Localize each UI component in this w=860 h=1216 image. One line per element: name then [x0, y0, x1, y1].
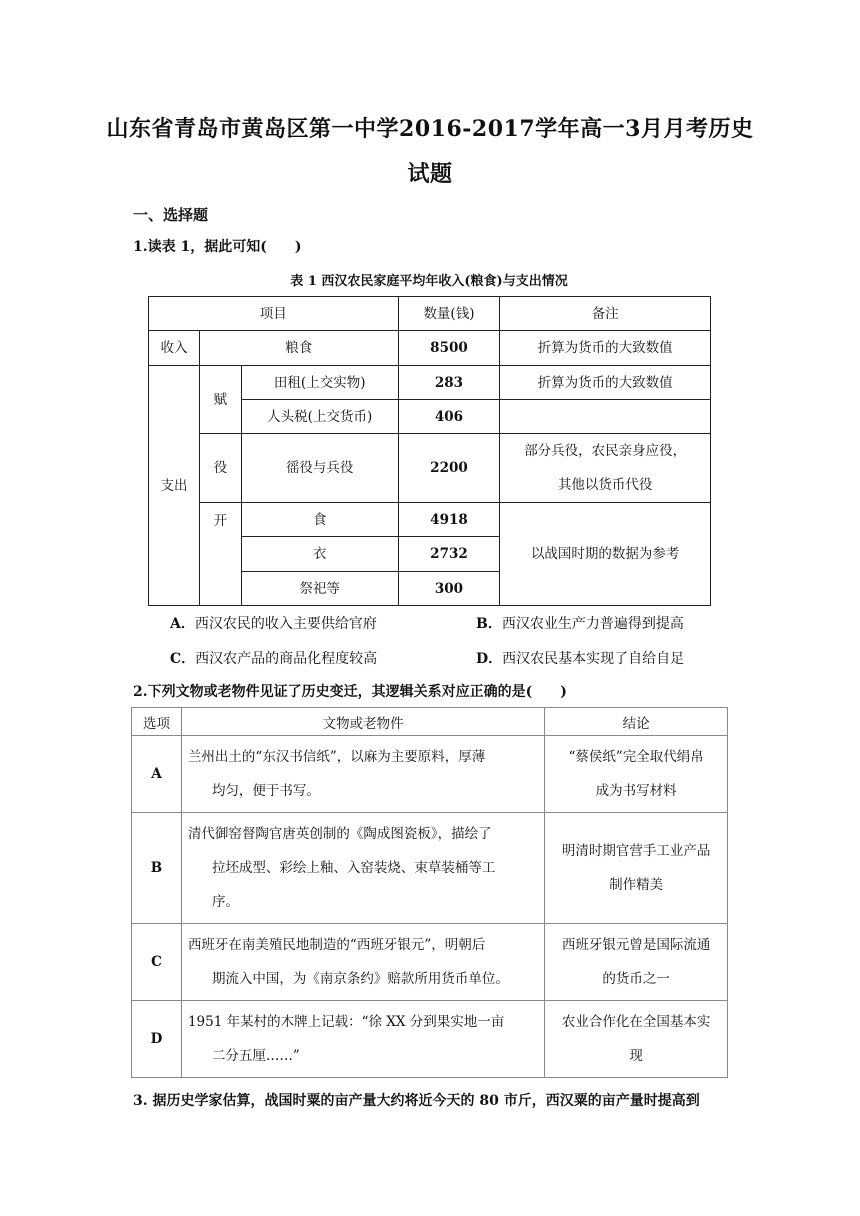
option-text: 西汉农产品的商品化程度较高: [195, 651, 378, 667]
sacrifice-name: 祭祀等: [241, 572, 398, 606]
artifact-cell: [181, 813, 544, 924]
yi-label: 役: [199, 434, 241, 503]
table-row-b: [132, 813, 728, 924]
artifact-line: 期流入中国，为《南京条约》赔款所用货币单位。: [211, 971, 509, 987]
rentoushui-value: 406: [398, 400, 500, 434]
yaoyi-value: 2200: [398, 434, 500, 503]
income-label: 收入: [149, 331, 200, 366]
option-text: 西汉农民基本实现了自给自足: [502, 651, 685, 667]
q1-option-c[interactable]: [170, 648, 377, 668]
table-1: [148, 296, 711, 606]
table-row-yaoyi: [149, 434, 711, 503]
table-row-a: [132, 736, 728, 813]
artifact-line: 序。: [211, 894, 239, 910]
tianzu-value: 283: [398, 366, 500, 400]
artifact-line: 二分五厘……”: [211, 1048, 300, 1064]
income-item: 粮食: [199, 331, 398, 366]
artifact-cell: [181, 736, 544, 813]
question-1-stem: 1.读表 1，据此可知( ): [133, 239, 302, 255]
q1-option-d[interactable]: [476, 648, 684, 668]
yaoyi-note-line2: 其他以货币代役: [557, 477, 653, 493]
option-letter: C．: [170, 651, 196, 667]
q1-option-a[interactable]: [170, 613, 377, 633]
header-conclusion: 结论: [545, 708, 728, 736]
kai-label: 开: [199, 503, 241, 606]
table-2: [131, 707, 728, 1078]
artifact-line: 清代御窑督陶官唐英创制的《陶成图瓷板》，描绘了: [187, 826, 492, 842]
clothing-value: 2732: [398, 537, 500, 572]
option-text: 西汉农业生产力普遍得到提高: [501, 616, 684, 632]
header-note: 备注: [500, 297, 711, 331]
clothing-name: 衣: [241, 537, 398, 572]
table-row-income: [149, 331, 711, 366]
artifact-line: 拉坯成型、彩绘上釉、入窑装烧、束草装桶等工: [211, 860, 496, 876]
option-letter: D．: [476, 651, 503, 667]
rentoushui-note: [500, 400, 711, 434]
conclusion-line: 明清时期官营手工业产品: [561, 843, 711, 859]
header-artifact: 文物或老物件: [181, 708, 544, 736]
conclusion-line: 制作精美: [609, 877, 664, 893]
conclusion-line: “蔡侯纸”完全取代绢帛: [568, 749, 704, 765]
header-amount: 数量(钱): [398, 297, 500, 331]
conclusion-cell: [545, 813, 728, 924]
artifact-line: 均匀，便于书写。: [211, 783, 320, 799]
table-2-header-row: [132, 708, 728, 736]
tianzu-note: 折算为货币的大致数值: [500, 366, 711, 400]
question-2-stem: 2.下列文物或老物件见证了历史变迁，其逻辑关系对应正确的是( ): [133, 684, 567, 700]
question-3-stem: 3. 据历史学家估算，战国时粟的亩产量大约将近今天的 80 市斤，西汉粟的亩产量时提高到: [133, 1093, 700, 1109]
conclusion-cell: [545, 1001, 728, 1078]
conclusion-cell: [545, 924, 728, 1001]
row-label: A: [132, 736, 182, 813]
conclusion-line: 的货币之一: [602, 971, 670, 987]
page-title: 山东省青岛市黄岛区第一中学2016-2017学年高一3月月考历史: [106, 116, 754, 142]
income-value: 8500: [398, 331, 500, 366]
artifact-cell: [181, 924, 544, 1001]
artifact-line: 兰州出土的“东汉书信纸”，以麻为主要原料，厚薄: [187, 749, 486, 765]
header-item: 项目: [149, 297, 399, 331]
artifact-line: 1951 年某村的木牌上记载：“徐 XX 分到果实地一亩: [187, 1014, 505, 1030]
fu-label: 赋: [199, 366, 241, 434]
table-1-header-row: [149, 297, 711, 331]
kai-note: 以战国时期的数据为参考: [500, 503, 711, 606]
food-name: 食: [241, 503, 398, 537]
conclusion-cell: [545, 736, 728, 813]
yaoyi-note-line1: 部分兵役，农民亲身应役，: [524, 443, 687, 459]
conclusion-line: 西班牙银元曾是国际流通: [561, 937, 711, 953]
q1-option-b[interactable]: [476, 613, 684, 633]
tianzu-name: 田租(上交实物): [241, 366, 398, 400]
conclusion-line: 农业合作化在全国基本实: [561, 1014, 711, 1030]
expense-label: 支出: [149, 366, 200, 606]
table-1-caption: 表 1 西汉农民家庭平均年收入(粮食)与支出情况: [290, 274, 568, 289]
table-row-tianzu: [149, 366, 711, 400]
option-letter: B．: [476, 616, 502, 632]
option-text: 西汉农民的收入主要供给官府: [194, 616, 377, 632]
conclusion-line: 现: [629, 1048, 643, 1064]
table-row-food: [149, 503, 711, 537]
artifact-line: 西班牙在南美殖民地制造的“西班牙银元”，明朝后: [187, 937, 486, 953]
row-label: C: [132, 924, 182, 1001]
conclusion-line: 成为书写材料: [595, 783, 677, 799]
table-row-c: [132, 924, 728, 1001]
rentoushui-name: 人头税(上交货币): [241, 400, 398, 434]
yaoyi-name: 徭役与兵役: [241, 434, 398, 503]
row-label: B: [132, 813, 182, 924]
section-heading: 一、选择题: [133, 206, 209, 224]
row-label: D: [132, 1001, 182, 1078]
page-title-line2: 试题: [407, 161, 453, 187]
income-note: 折算为货币的大致数值: [500, 331, 711, 366]
header-option: 选项: [132, 708, 182, 736]
artifact-cell: [181, 1001, 544, 1078]
food-value: 4918: [398, 503, 500, 537]
option-letter: A．: [170, 616, 195, 632]
table-row-d: [132, 1001, 728, 1078]
sacrifice-value: 300: [398, 572, 500, 606]
yaoyi-note: [500, 434, 711, 503]
